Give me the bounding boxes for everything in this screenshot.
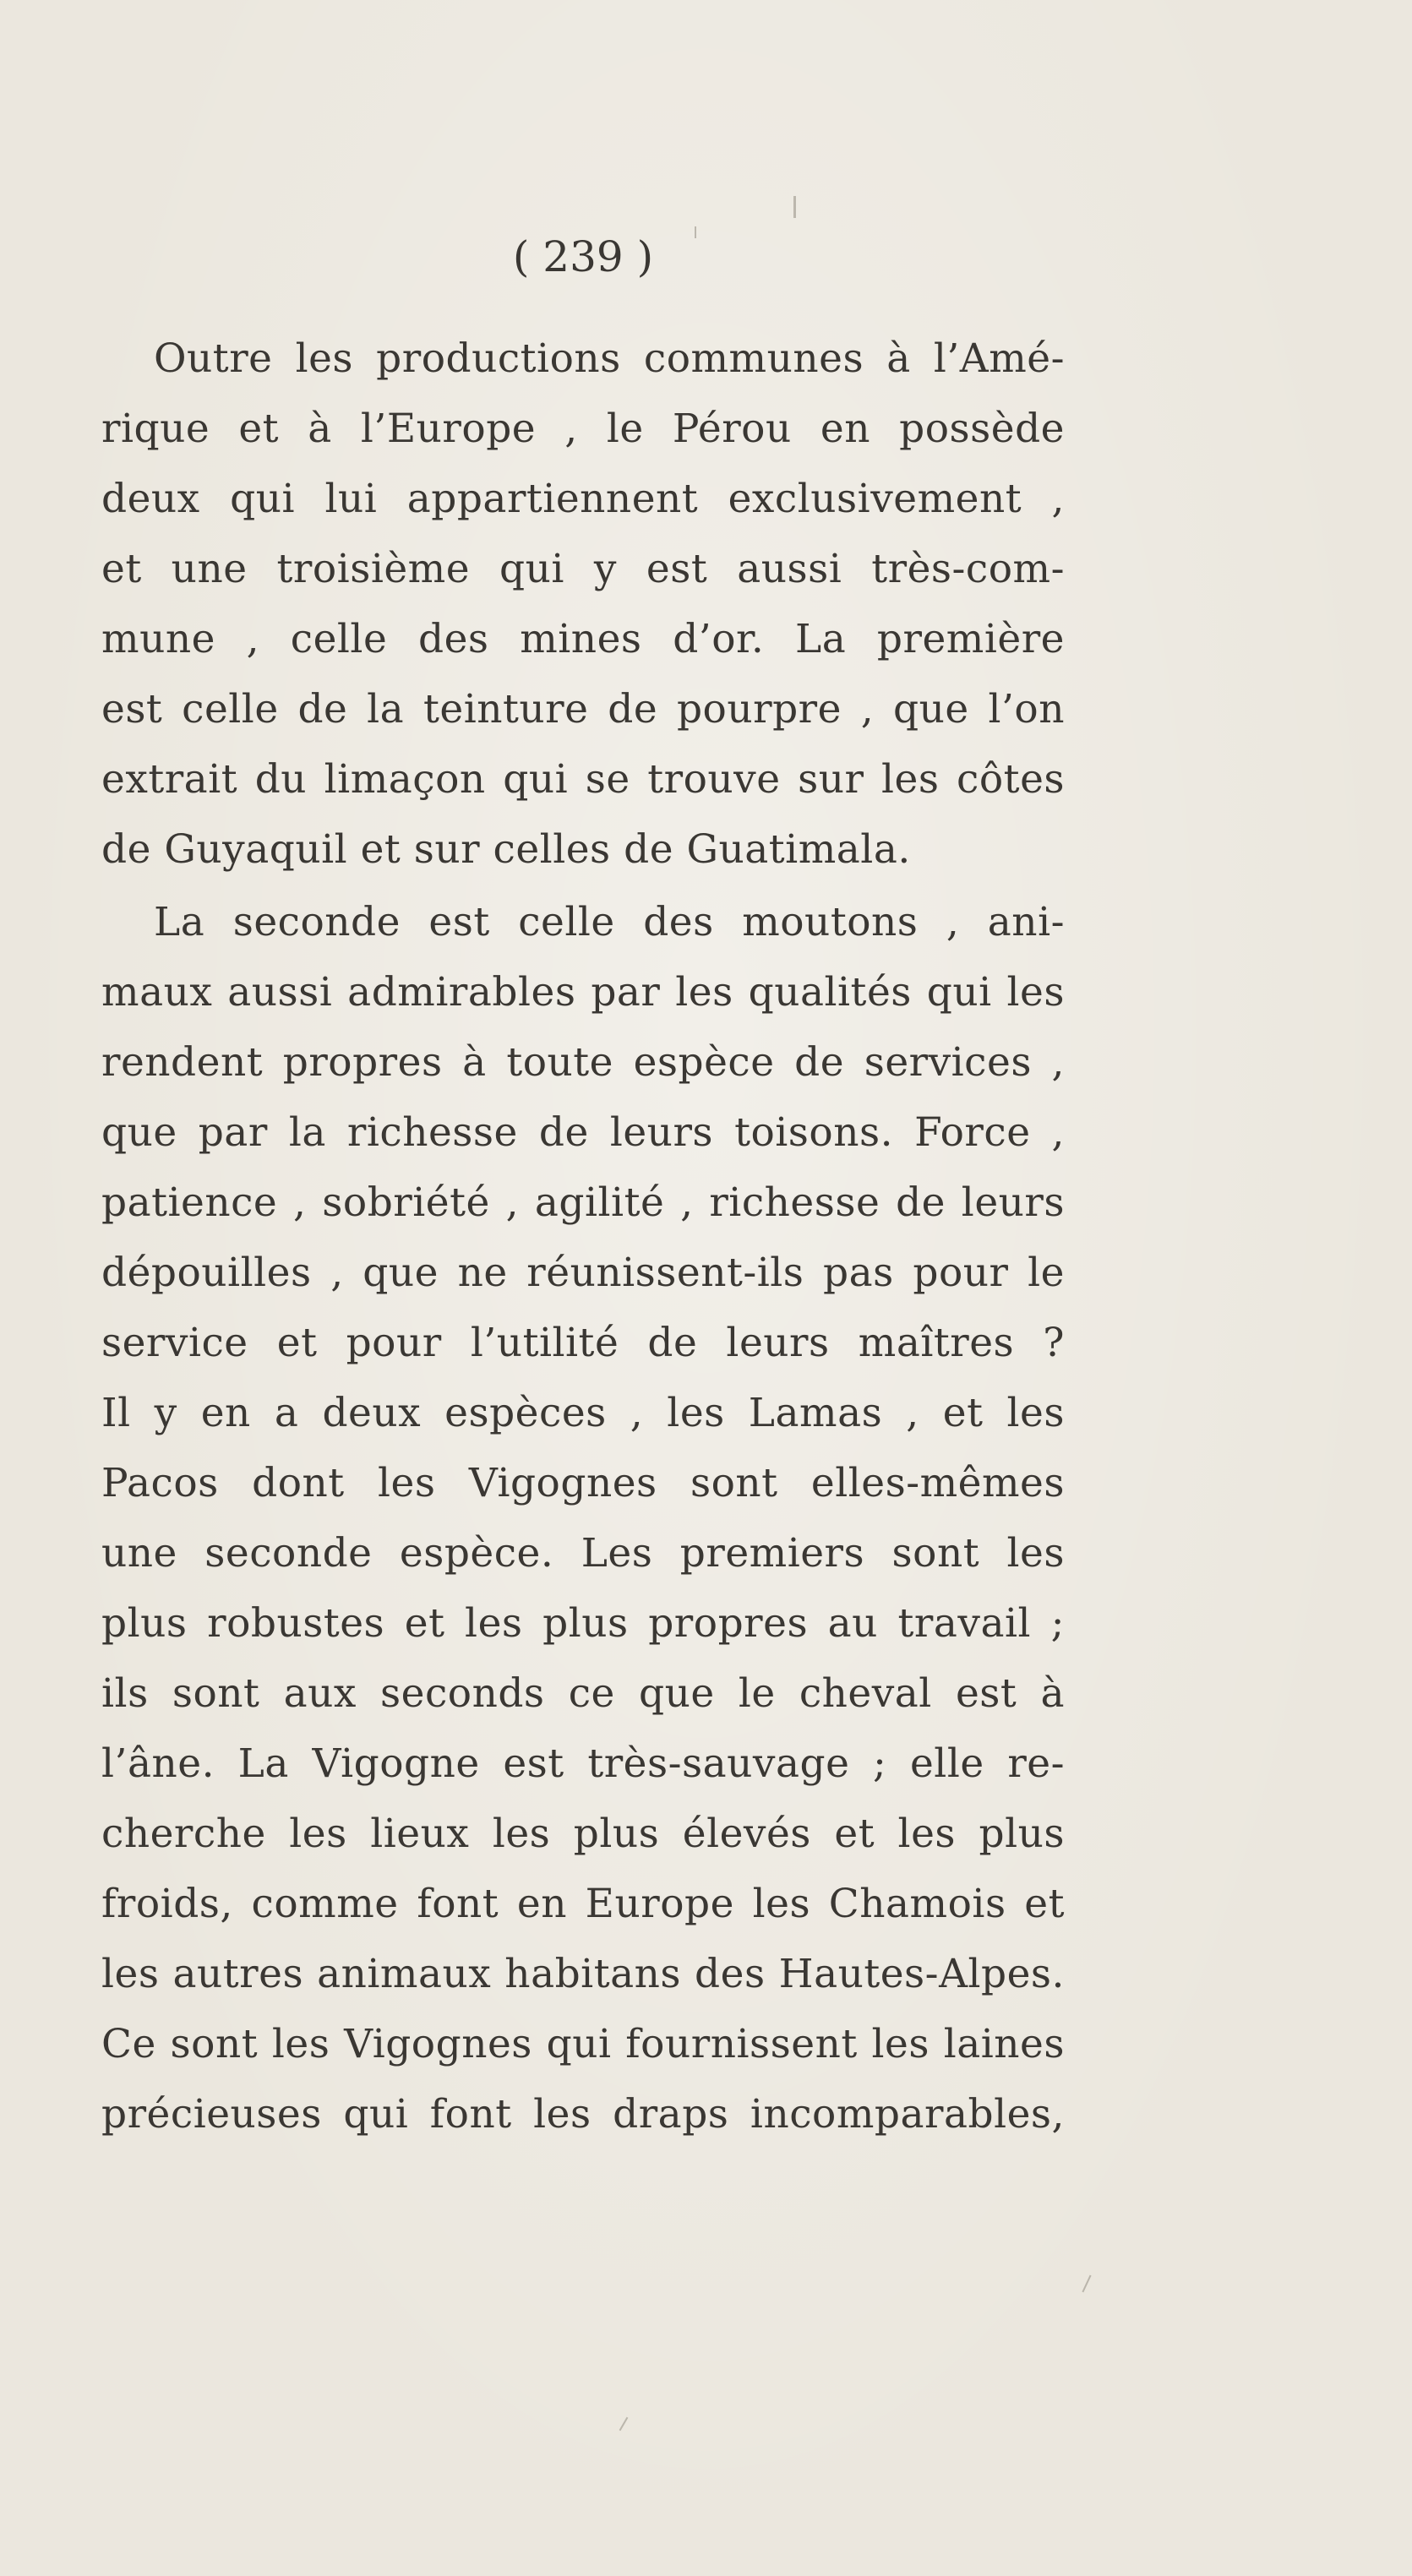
text-line: mune , celle des mines d’or. La première [101, 616, 1065, 662]
print-speck [619, 2417, 629, 2432]
text-line: que par la richesse de leurs toisons. Force , [101, 1109, 1065, 1156]
text-line: plus robustes et les plus propres au travail ; [101, 1600, 1065, 1647]
text-line: précieuses qui font les draps incomparables, [101, 2091, 1065, 2138]
text-line: rendent propres à toute espèce de services , [101, 1039, 1065, 1086]
text-line: Outre les productions communes à l’Amé- [154, 335, 1065, 382]
text-line: Il y en a deux espèces , les Lamas , et les [101, 1390, 1065, 1436]
text-line: rique et à l’Europe , le Pérou en possède [101, 406, 1065, 452]
text-line: maux aussi admirables par les qualités qui les [101, 969, 1065, 1016]
print-speck [695, 226, 696, 238]
text-line: et une troisième qui y est aussi très-com- [101, 546, 1065, 592]
text-line: les autres animaux habitans des Hautes-Alpes. [101, 1951, 1065, 1997]
text-line: cherche les lieux les plus élevés et les plus [101, 1811, 1065, 1857]
print-speck [793, 196, 796, 218]
text-line: extrait du limaçon qui se trouve sur les côtes [101, 756, 1065, 803]
text-line: deux qui lui appartiennent exclusivement , [101, 476, 1065, 522]
text-line: froids, comme font en Europe les Chamois et [101, 1881, 1065, 1927]
text-line: l’âne. La Vigogne est très-sauvage ; elle re- [101, 1740, 1065, 1787]
text-line: patience , sobriété , agilité , richesse de leurs [101, 1179, 1065, 1226]
text-line: une seconde espèce. Les premiers sont les [101, 1530, 1065, 1577]
text-line: Ce sont les Vigognes qui fournissent les laines [101, 2021, 1065, 2067]
page-number: ( 239 ) [512, 232, 654, 281]
text-line: dépouilles , que ne réunissent-ils pas pour le [101, 1250, 1065, 1296]
text-line: de Guyaquil et sur celles de Guatimala. [101, 826, 911, 873]
text-line: est celle de la teinture de pourpre , que l’on [101, 686, 1065, 732]
print-speck [1082, 2275, 1091, 2293]
text-line: Pacos dont les Vigognes sont elles-mêmes [101, 1460, 1065, 1506]
text-line: ils sont aux seconds ce que le cheval est à [101, 1670, 1065, 1717]
text-line: service et pour l’utilité de leurs maîtres ? [101, 1320, 1065, 1366]
text-line: La seconde est celle des moutons , ani- [154, 899, 1065, 945]
